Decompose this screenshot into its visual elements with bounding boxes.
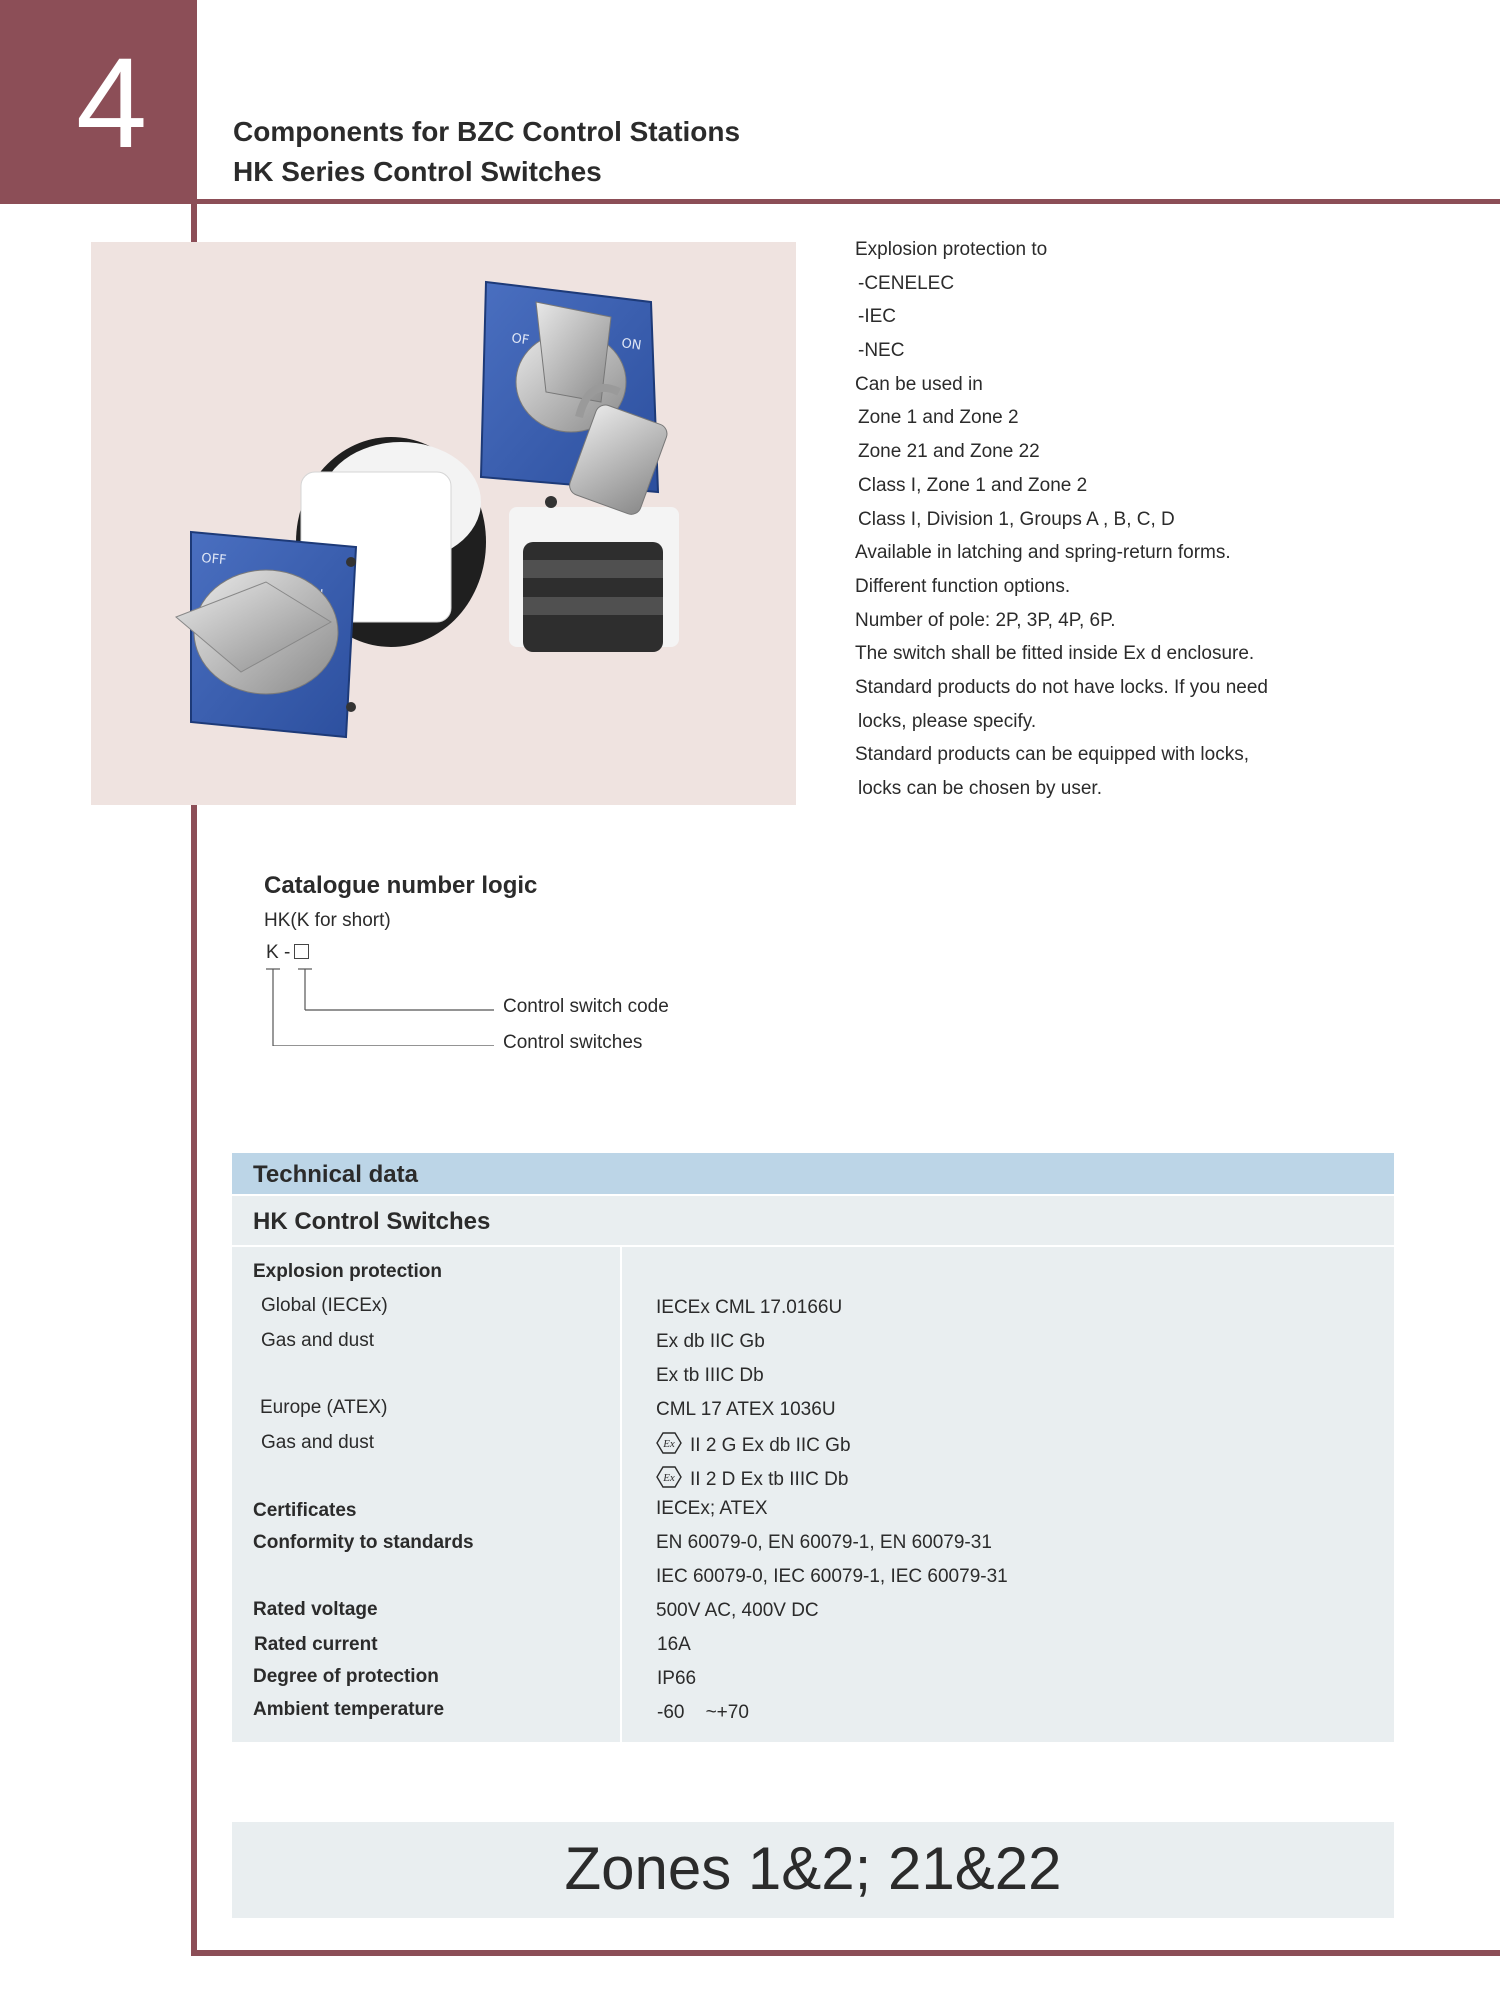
technical-data-title: Technical data [253, 1161, 418, 1188]
feature-item: -NEC [858, 340, 905, 362]
switch-left [176, 437, 486, 737]
feature-list [855, 236, 1455, 809]
feature-item: Number of pole: 2P, 3P, 4P, 6P. [855, 609, 1116, 631]
label-explosion-protection: Explosion protection [253, 1261, 442, 1282]
feature-item: Available in latching and spring-return forms. [855, 542, 1231, 564]
control-switches-illustration [91, 242, 796, 805]
ex-hexagon-icon [656, 1466, 682, 1488]
value-degree-protection: IP66 [657, 1668, 697, 1689]
feature-item: The switch shall be fitted inside Ex d enclosure. [855, 643, 1255, 665]
table-column-divider [620, 1247, 622, 1742]
feature-item: Standard products can be equipped with locks, [855, 744, 1249, 766]
label-gas-dust: Gas and dust [261, 1330, 375, 1351]
value-atex-dust [656, 1466, 848, 1491]
zones-banner [232, 1822, 1394, 1918]
page-subtitle: HK Series Control Switches [233, 156, 602, 187]
technical-data-header [232, 1153, 1394, 1194]
catalogue-code [266, 942, 309, 964]
chapter-tab [0, 0, 197, 204]
label-certificates: Certificates [253, 1500, 357, 1521]
table-subheading: HK Control Switches [253, 1208, 491, 1235]
chapter-number: 4 [76, 32, 148, 175]
value-certificates: IECEx; ATEX [656, 1498, 768, 1519]
value-rated-current: 16A [657, 1634, 691, 1655]
feature-item: Zone 1 and Zone 2 [858, 407, 1019, 429]
value-atex-dust-text: II 2 D Ex tb IIIC Db [690, 1469, 849, 1490]
feature-item: Can be used in [855, 373, 983, 395]
feature-item: locks can be chosen by user. [858, 778, 1102, 799]
value-gas-marking: Ex db IIC Gb [656, 1331, 765, 1352]
left-off-label: OFF [200, 551, 228, 569]
label-rated-voltage: Rated voltage [253, 1599, 378, 1620]
value-iecex-cert: IECEx CML 17.0166U [656, 1297, 843, 1318]
label-gas-dust: Gas and dust [261, 1432, 375, 1453]
value-rated-voltage: 500V AC, 400V DC [656, 1600, 819, 1621]
control-switches-label: Control switches [503, 1032, 643, 1053]
catalogue-logic-title: Catalogue number logic [264, 872, 538, 899]
right-on-label: ON [620, 336, 643, 354]
control-switch-code-label: Control switch code [503, 996, 669, 1017]
value-dust-marking: Ex tb IIIC Db [656, 1365, 764, 1386]
label-global-iecex: Global (IECEx) [261, 1295, 388, 1316]
switch-right [481, 282, 679, 652]
code-placeholder-box [294, 944, 309, 959]
feature-item: locks, please specify. [858, 710, 1037, 732]
ex-symbol-text: Ex [663, 1438, 675, 1450]
feature-item: Zone 21 and Zone 22 [858, 441, 1040, 463]
footer-rule [191, 1950, 1500, 1956]
catalogue-logic-subtitle: HK(K for short) [264, 910, 391, 931]
header-rule [197, 199, 1500, 204]
feature-item: Class I, Division 1, Groups A , B, C, D [858, 508, 1175, 530]
feature-item: Explosion protection to [855, 239, 1048, 260]
feature-item: -IEC [858, 306, 896, 328]
label-conformity: Conformity to standards [253, 1532, 474, 1553]
label-europe-atex: Europe (ATEX) [260, 1397, 388, 1418]
value-standards-en: EN 60079-0, EN 60079-1, EN 60079-31 [656, 1532, 992, 1553]
ex-hexagon-icon [656, 1432, 682, 1454]
technical-data-table [232, 1196, 1394, 1742]
zones-banner-text: Zones 1&2; 21&22 [564, 1835, 1062, 1902]
feature-item: Different function options. [855, 575, 1071, 597]
feature-item: Class I, Zone 1 and Zone 2 [858, 474, 1088, 496]
value-ambient-temperature: -60 ~+70 [657, 1702, 749, 1723]
feature-item: Standard products do not have locks. If you need [855, 676, 1268, 698]
product-photo [91, 242, 796, 805]
label-degree-protection: Degree of protection [253, 1666, 439, 1687]
catalogue-logic-lines [262, 966, 502, 1046]
right-off-label: OF [510, 331, 531, 349]
label-ambient-temperature: Ambient temperature [253, 1699, 445, 1720]
value-standards-iec: IEC 60079-0, IEC 60079-1, IEC 60079-31 [656, 1566, 1008, 1587]
value-atex-cert: CML 17 ATEX 1036U [656, 1399, 836, 1420]
feature-item: -CENELEC [858, 272, 955, 294]
label-rated-current: Rated current [254, 1634, 378, 1655]
value-atex-gas [656, 1432, 851, 1457]
table-divider [232, 1245, 1394, 1247]
catalogue-code-prefix: K - [266, 942, 291, 963]
value-atex-gas-text: II 2 G Ex db IIC Gb [690, 1435, 851, 1456]
page-title: Components for BZC Control Stations [233, 116, 741, 147]
ex-symbol-text: Ex [663, 1472, 675, 1484]
